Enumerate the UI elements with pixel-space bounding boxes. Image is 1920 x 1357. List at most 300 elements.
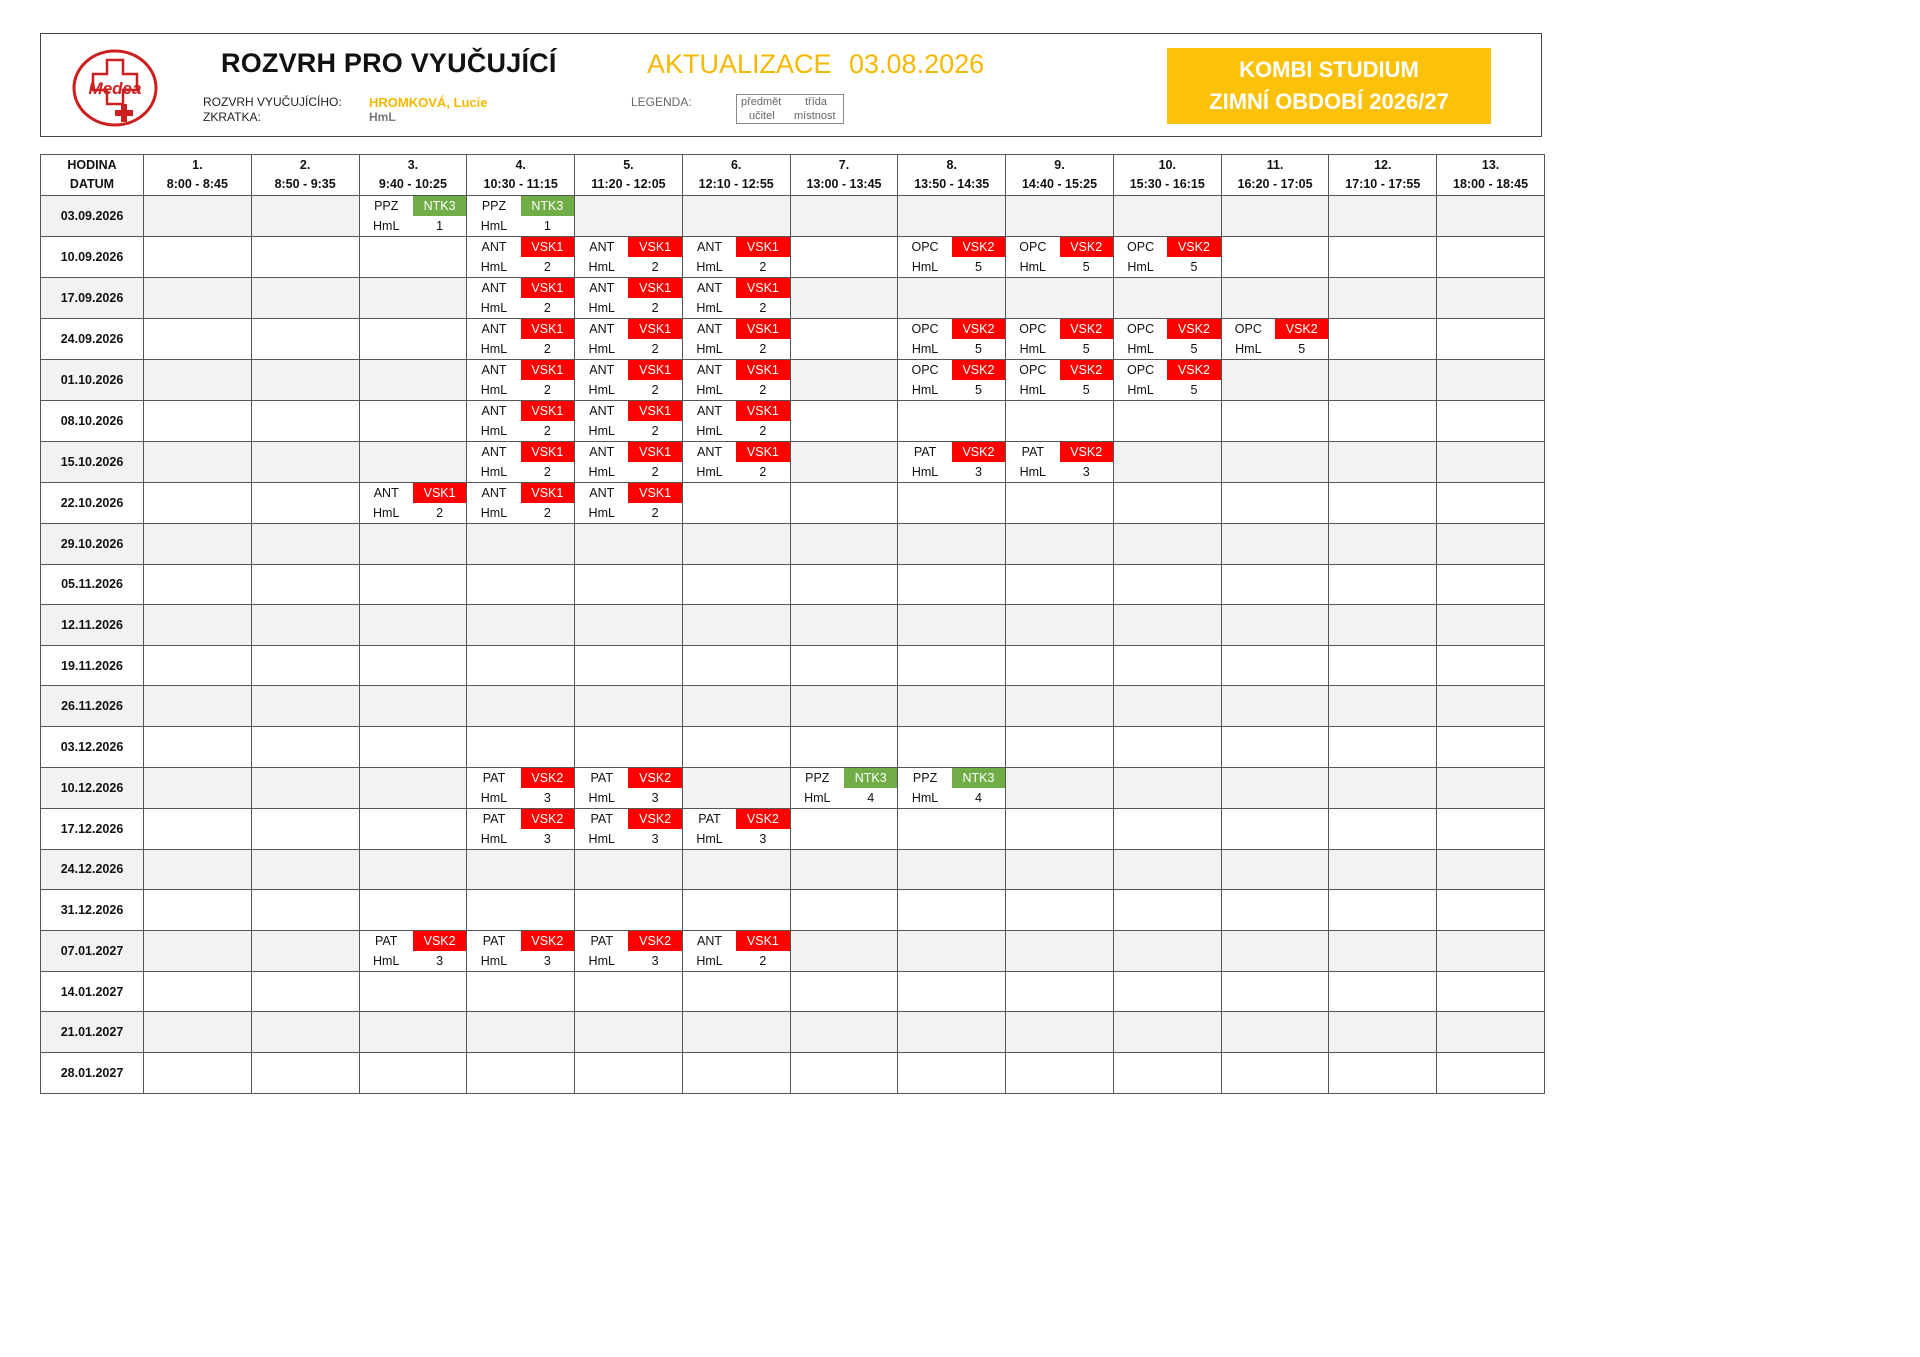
date-cell: 10.09.2026 — [41, 237, 144, 278]
schedule-cell — [467, 726, 575, 767]
schedule-cell — [359, 196, 467, 237]
table-row — [41, 237, 1545, 278]
schedule-cell — [898, 930, 1006, 971]
schedule-cell — [359, 726, 467, 767]
period-time: 10:30 - 11:15 — [483, 177, 558, 191]
schedule-cell — [898, 605, 1006, 646]
date-cell: 26.11.2026 — [41, 686, 144, 727]
schedule-cell — [1006, 319, 1114, 360]
schedule-cell — [682, 524, 790, 565]
period-header — [1113, 155, 1221, 196]
lesson-subject: PAT — [1006, 442, 1059, 462]
lesson-subject: ANT — [467, 278, 520, 298]
lesson-room: VSK1 — [628, 483, 681, 503]
schedule-cell — [1221, 767, 1329, 808]
schedule-cell — [467, 767, 575, 808]
lesson-teacher: HmL — [467, 298, 520, 318]
schedule-cell — [682, 237, 790, 278]
schedule-cell — [790, 686, 898, 727]
schedule-cell — [575, 645, 683, 686]
schedule-cell — [1437, 605, 1545, 646]
lesson-class: 3 — [521, 951, 574, 971]
schedule-cell — [251, 524, 359, 565]
lesson-subject: OPC — [1114, 237, 1167, 257]
lesson-teacher: HmL — [683, 380, 736, 400]
schedule-cell — [144, 605, 252, 646]
schedule-cell — [1221, 971, 1329, 1012]
lesson-block — [467, 196, 574, 236]
date-cell: 29.10.2026 — [41, 524, 144, 565]
table-row — [41, 971, 1545, 1012]
lesson-class: 2 — [736, 951, 789, 971]
lesson-room: VSK1 — [628, 360, 681, 380]
lesson-room: VSK2 — [952, 237, 1005, 257]
schedule-cell — [575, 483, 683, 524]
schedule-cell — [682, 971, 790, 1012]
lesson-teacher: HmL — [360, 503, 413, 523]
logo-text: Medea — [88, 79, 142, 98]
lesson-class: 3 — [628, 788, 681, 808]
schedule-cell — [1006, 726, 1114, 767]
schedule-cell — [1437, 686, 1545, 727]
schedule-cell — [1437, 319, 1545, 360]
schedule-cell — [575, 1052, 683, 1093]
schedule-cell — [359, 605, 467, 646]
lesson-teacher: HmL — [1222, 339, 1275, 359]
schedule-cell — [575, 726, 683, 767]
schedule-cell — [575, 767, 683, 808]
schedule-cell — [682, 196, 790, 237]
schedule-cell — [898, 442, 1006, 483]
period-number: 12. — [1374, 158, 1392, 172]
lesson-subject: OPC — [1006, 360, 1059, 380]
schedule-cell — [790, 1012, 898, 1053]
table-row — [41, 442, 1545, 483]
schedule-cell — [1329, 1012, 1437, 1053]
date-cell: 08.10.2026 — [41, 401, 144, 442]
lesson-teacher: HmL — [1006, 257, 1059, 277]
schedule-cell — [790, 645, 898, 686]
lesson-class: 2 — [736, 339, 789, 359]
date-cell: 15.10.2026 — [41, 442, 144, 483]
lesson-room: VSK1 — [521, 360, 574, 380]
schedule-cell — [575, 849, 683, 890]
schedule-cell — [251, 319, 359, 360]
schedule-cell — [144, 483, 252, 524]
lesson-block — [898, 768, 1005, 808]
lesson-block — [575, 768, 682, 808]
schedule-cell — [1221, 1052, 1329, 1093]
lesson-class: 5 — [1167, 257, 1220, 277]
lesson-room: VSK1 — [521, 442, 574, 462]
date-cell: 24.09.2026 — [41, 319, 144, 360]
schedule-cell — [359, 849, 467, 890]
schedule-cell — [467, 483, 575, 524]
schedule-cell — [790, 524, 898, 565]
lesson-subject: ANT — [467, 442, 520, 462]
lesson-teacher: HmL — [467, 257, 520, 277]
schedule-cell — [1006, 524, 1114, 565]
lesson-block — [1006, 237, 1113, 277]
schedule-cell — [467, 849, 575, 890]
schedule-cell — [467, 890, 575, 931]
schedule-cell — [575, 319, 683, 360]
lesson-class: 2 — [736, 421, 789, 441]
lesson-block — [575, 809, 682, 849]
schedule-cell — [1006, 849, 1114, 890]
date-cell: 21.01.2027 — [41, 1012, 144, 1053]
lesson-subject: PAT — [467, 931, 520, 951]
schedule-cell — [359, 645, 467, 686]
schedule-cell — [1113, 278, 1221, 319]
lesson-teacher: HmL — [683, 829, 736, 849]
lesson-subject: PAT — [467, 768, 520, 788]
schedule-cell — [251, 808, 359, 849]
lesson-room: VSK1 — [628, 237, 681, 257]
date-cell: 05.11.2026 — [41, 564, 144, 605]
schedule-cell — [359, 1012, 467, 1053]
schedule-cell — [1006, 196, 1114, 237]
schedule-cell — [467, 645, 575, 686]
lesson-block — [467, 278, 574, 318]
schedule-cell — [467, 1012, 575, 1053]
period-number: 4. — [515, 158, 526, 172]
schedule-cell — [1113, 237, 1221, 278]
lesson-room: VSK2 — [628, 931, 681, 951]
lesson-room: VSK2 — [1060, 319, 1113, 339]
lesson-teacher: HmL — [575, 298, 628, 318]
lesson-block — [791, 768, 898, 808]
schedule-cell — [1113, 808, 1221, 849]
schedule-cell — [467, 971, 575, 1012]
lesson-subject: ANT — [467, 360, 520, 380]
lesson-room: VSK1 — [736, 401, 789, 421]
schedule-cell — [251, 645, 359, 686]
schedule-cell — [467, 524, 575, 565]
lesson-class: 2 — [736, 298, 789, 318]
lesson-teacher: HmL — [467, 462, 520, 482]
schedule-cell — [898, 564, 1006, 605]
lesson-teacher: HmL — [575, 257, 628, 277]
lesson-subject: PAT — [898, 442, 951, 462]
legend-room: třída — [805, 96, 828, 108]
lesson-class: 3 — [952, 462, 1005, 482]
schedule-cell — [1329, 686, 1437, 727]
schedule-cell — [1329, 360, 1437, 401]
period-header — [575, 155, 683, 196]
lesson-class: 5 — [1167, 339, 1220, 359]
period-number: 1. — [192, 158, 203, 172]
lesson-room: NTK3 — [521, 196, 574, 216]
schedule-cell — [144, 1052, 252, 1093]
schedule-cell — [1006, 930, 1114, 971]
period-header — [359, 155, 467, 196]
schedule-cell — [682, 278, 790, 319]
schedule-cell — [467, 442, 575, 483]
lesson-teacher: HmL — [683, 462, 736, 482]
schedule-cell — [467, 278, 575, 319]
lesson-subject: ANT — [575, 319, 628, 339]
lesson-block — [360, 931, 467, 971]
schedule-cell — [682, 1052, 790, 1093]
period-header — [467, 155, 575, 196]
schedule-cell — [1221, 849, 1329, 890]
schedule-cell — [1221, 686, 1329, 727]
schedule-cell — [1113, 726, 1221, 767]
lesson-class: 2 — [521, 462, 574, 482]
schedule-cell — [1221, 360, 1329, 401]
schedule-cell — [1221, 524, 1329, 565]
table-row — [41, 686, 1545, 727]
lesson-class: 2 — [521, 421, 574, 441]
table-row — [41, 401, 1545, 442]
schedule-cell — [359, 890, 467, 931]
schedule-cell — [898, 726, 1006, 767]
lesson-teacher: HmL — [467, 788, 520, 808]
lesson-room: VSK1 — [628, 319, 681, 339]
table-header-row — [41, 155, 1545, 196]
lesson-teacher: HmL — [1114, 339, 1167, 359]
lesson-subject: PAT — [575, 931, 628, 951]
table-row — [41, 930, 1545, 971]
schedule-cell — [1221, 808, 1329, 849]
lesson-class: 2 — [628, 298, 681, 318]
lesson-teacher: HmL — [467, 503, 520, 523]
schedule-cell — [898, 401, 1006, 442]
table-row — [41, 605, 1545, 646]
lesson-room: VSK1 — [413, 483, 466, 503]
schedule-cell — [251, 1052, 359, 1093]
lesson-class: 3 — [521, 829, 574, 849]
schedule-cell — [1113, 442, 1221, 483]
lesson-block — [683, 809, 790, 849]
schedule-cell — [144, 645, 252, 686]
lesson-subject: PAT — [575, 768, 628, 788]
schedule-cell — [1113, 890, 1221, 931]
lesson-class: 5 — [952, 257, 1005, 277]
period-time: 11:20 - 12:05 — [591, 177, 666, 191]
schedule-cell — [1329, 196, 1437, 237]
lesson-subject: OPC — [898, 319, 951, 339]
lesson-block — [575, 237, 682, 277]
lesson-class: 3 — [1060, 462, 1113, 482]
schedule-cell — [1329, 442, 1437, 483]
period-number: 6. — [730, 158, 742, 172]
schedule-cell — [144, 524, 252, 565]
lesson-block — [683, 931, 790, 971]
schedule-cell — [144, 360, 252, 401]
schedule-cell — [251, 442, 359, 483]
schedule-cell — [467, 930, 575, 971]
schedule-cell — [1113, 524, 1221, 565]
lesson-class: 5 — [1060, 257, 1113, 277]
lesson-subject: OPC — [1114, 360, 1167, 380]
schedule-cell — [790, 930, 898, 971]
lesson-teacher: HmL — [1114, 380, 1167, 400]
date-cell: 22.10.2026 — [41, 483, 144, 524]
schedule-cell — [359, 767, 467, 808]
schedule-cell — [1006, 564, 1114, 605]
schedule-cell — [575, 1012, 683, 1053]
period-time: 13:00 - 13:45 — [806, 177, 882, 191]
schedule-cell — [251, 237, 359, 278]
schedule-cell — [1437, 483, 1545, 524]
table-row — [41, 319, 1545, 360]
lesson-teacher: HmL — [683, 951, 736, 971]
schedule-cell — [575, 564, 683, 605]
lesson-subject: ANT — [575, 237, 628, 257]
schedule-cell — [1221, 605, 1329, 646]
table-row — [41, 767, 1545, 808]
schedule-cell — [144, 1012, 252, 1053]
lesson-room: VSK1 — [736, 278, 789, 298]
lesson-teacher: HmL — [683, 421, 736, 441]
lesson-teacher: HmL — [1006, 339, 1059, 359]
schedule-cell — [898, 686, 1006, 727]
lesson-subject: ANT — [683, 237, 736, 257]
schedule-cell — [1006, 360, 1114, 401]
date-cell: 19.11.2026 — [41, 645, 144, 686]
lesson-teacher: HmL — [683, 298, 736, 318]
page-title: ROZVRH PRO VYUČUJÍCÍ — [221, 48, 557, 78]
schedule-cell — [898, 319, 1006, 360]
schedule-cell — [359, 401, 467, 442]
schedule-cell — [1221, 890, 1329, 931]
schedule-cell — [1113, 767, 1221, 808]
lesson-teacher: HmL — [467, 829, 520, 849]
lesson-class: 2 — [628, 339, 681, 359]
lesson-teacher: HmL — [575, 503, 628, 523]
schedule-cell — [144, 971, 252, 1012]
lesson-room: VSK1 — [736, 442, 789, 462]
lesson-teacher: HmL — [467, 216, 520, 236]
lesson-room: VSK1 — [736, 931, 789, 951]
lesson-subject: OPC — [898, 237, 951, 257]
schedule-cell — [790, 483, 898, 524]
lesson-block — [1006, 319, 1113, 359]
schedule-cell — [898, 524, 1006, 565]
schedule-cell — [1329, 564, 1437, 605]
period-number: 5. — [623, 158, 634, 172]
schedule-cell — [1113, 401, 1221, 442]
schedule-cell — [790, 360, 898, 401]
schedule-cell — [1006, 1052, 1114, 1093]
schedule-cell — [790, 237, 898, 278]
schedule-cell — [898, 645, 1006, 686]
lesson-class: 2 — [521, 257, 574, 277]
period-header — [1221, 155, 1329, 196]
lesson-subject: PAT — [683, 809, 736, 829]
schedule-cell — [1329, 726, 1437, 767]
schedule-cell — [1437, 564, 1545, 605]
lesson-room: VSK2 — [952, 442, 1005, 462]
schedule-cell — [682, 605, 790, 646]
lesson-block — [898, 237, 1005, 277]
lesson-subject: ANT — [467, 319, 520, 339]
period-header — [682, 155, 790, 196]
lesson-block — [683, 278, 790, 318]
lesson-teacher: HmL — [898, 339, 951, 359]
schedule-cell — [898, 196, 1006, 237]
schedule-cell — [790, 319, 898, 360]
lesson-room: VSK1 — [521, 237, 574, 257]
lesson-class: 2 — [736, 257, 789, 277]
corner-header — [41, 155, 144, 196]
lesson-subject: ANT — [683, 931, 736, 951]
lesson-room: VSK2 — [521, 931, 574, 951]
table-row — [41, 726, 1545, 767]
schedule-cell — [467, 808, 575, 849]
period-number: 10. — [1158, 158, 1176, 172]
period-number: 8. — [946, 158, 957, 172]
schedule-cell — [467, 1052, 575, 1093]
schedule-cell — [575, 930, 683, 971]
lesson-subject: PAT — [467, 809, 520, 829]
lesson-class: 2 — [413, 503, 466, 523]
schedule-cell — [251, 767, 359, 808]
schedule-cell — [1113, 564, 1221, 605]
lesson-block — [575, 278, 682, 318]
schedule-cell — [898, 1012, 1006, 1053]
lesson-class: 3 — [628, 951, 681, 971]
schedule-cell — [1113, 849, 1221, 890]
lesson-block — [467, 442, 574, 482]
lesson-room: VSK1 — [736, 237, 789, 257]
lesson-block — [683, 319, 790, 359]
schedule-cell — [1113, 483, 1221, 524]
schedule-cell — [682, 442, 790, 483]
period-number: 13. — [1481, 158, 1500, 172]
lesson-room: VSK1 — [521, 401, 574, 421]
schedule-cell — [144, 726, 252, 767]
schedule-cell — [251, 1012, 359, 1053]
schedule-cell — [575, 686, 683, 727]
schedule-cell — [1437, 1052, 1545, 1093]
lesson-subject: ANT — [467, 237, 520, 257]
schedule-cell — [682, 645, 790, 686]
date-cell: 24.12.2026 — [41, 849, 144, 890]
schedule-cell — [1437, 278, 1545, 319]
lesson-teacher: HmL — [575, 788, 628, 808]
lesson-teacher: HmL — [575, 829, 628, 849]
schedule-cell — [1006, 237, 1114, 278]
date-cell: 01.10.2026 — [41, 360, 144, 401]
schedule-cell — [1006, 890, 1114, 931]
lesson-block — [360, 196, 467, 236]
schedule-cell — [144, 442, 252, 483]
lesson-class: 5 — [952, 339, 1005, 359]
lesson-room: NTK3 — [952, 768, 1005, 788]
schedule-cell — [1329, 483, 1437, 524]
lesson-class: 4 — [952, 788, 1005, 808]
lesson-block — [898, 319, 1005, 359]
schedule-cell — [898, 1052, 1006, 1093]
schedule-cell — [251, 564, 359, 605]
schedule-cell — [790, 971, 898, 1012]
badge-line-2: ZIMNÍ OBDOBÍ 2026/27 — [1209, 89, 1449, 114]
lesson-room: VSK2 — [521, 809, 574, 829]
lesson-teacher: HmL — [1114, 257, 1167, 277]
lesson-subject: PAT — [360, 931, 413, 951]
period-header — [790, 155, 898, 196]
lesson-class: 2 — [521, 298, 574, 318]
lesson-room: VSK1 — [521, 278, 574, 298]
period-time: 17:10 - 17:55 — [1345, 177, 1421, 191]
period-header — [1437, 155, 1545, 196]
schedule-cell — [251, 401, 359, 442]
schedule-cell — [1113, 930, 1221, 971]
schedule-cell — [1006, 278, 1114, 319]
